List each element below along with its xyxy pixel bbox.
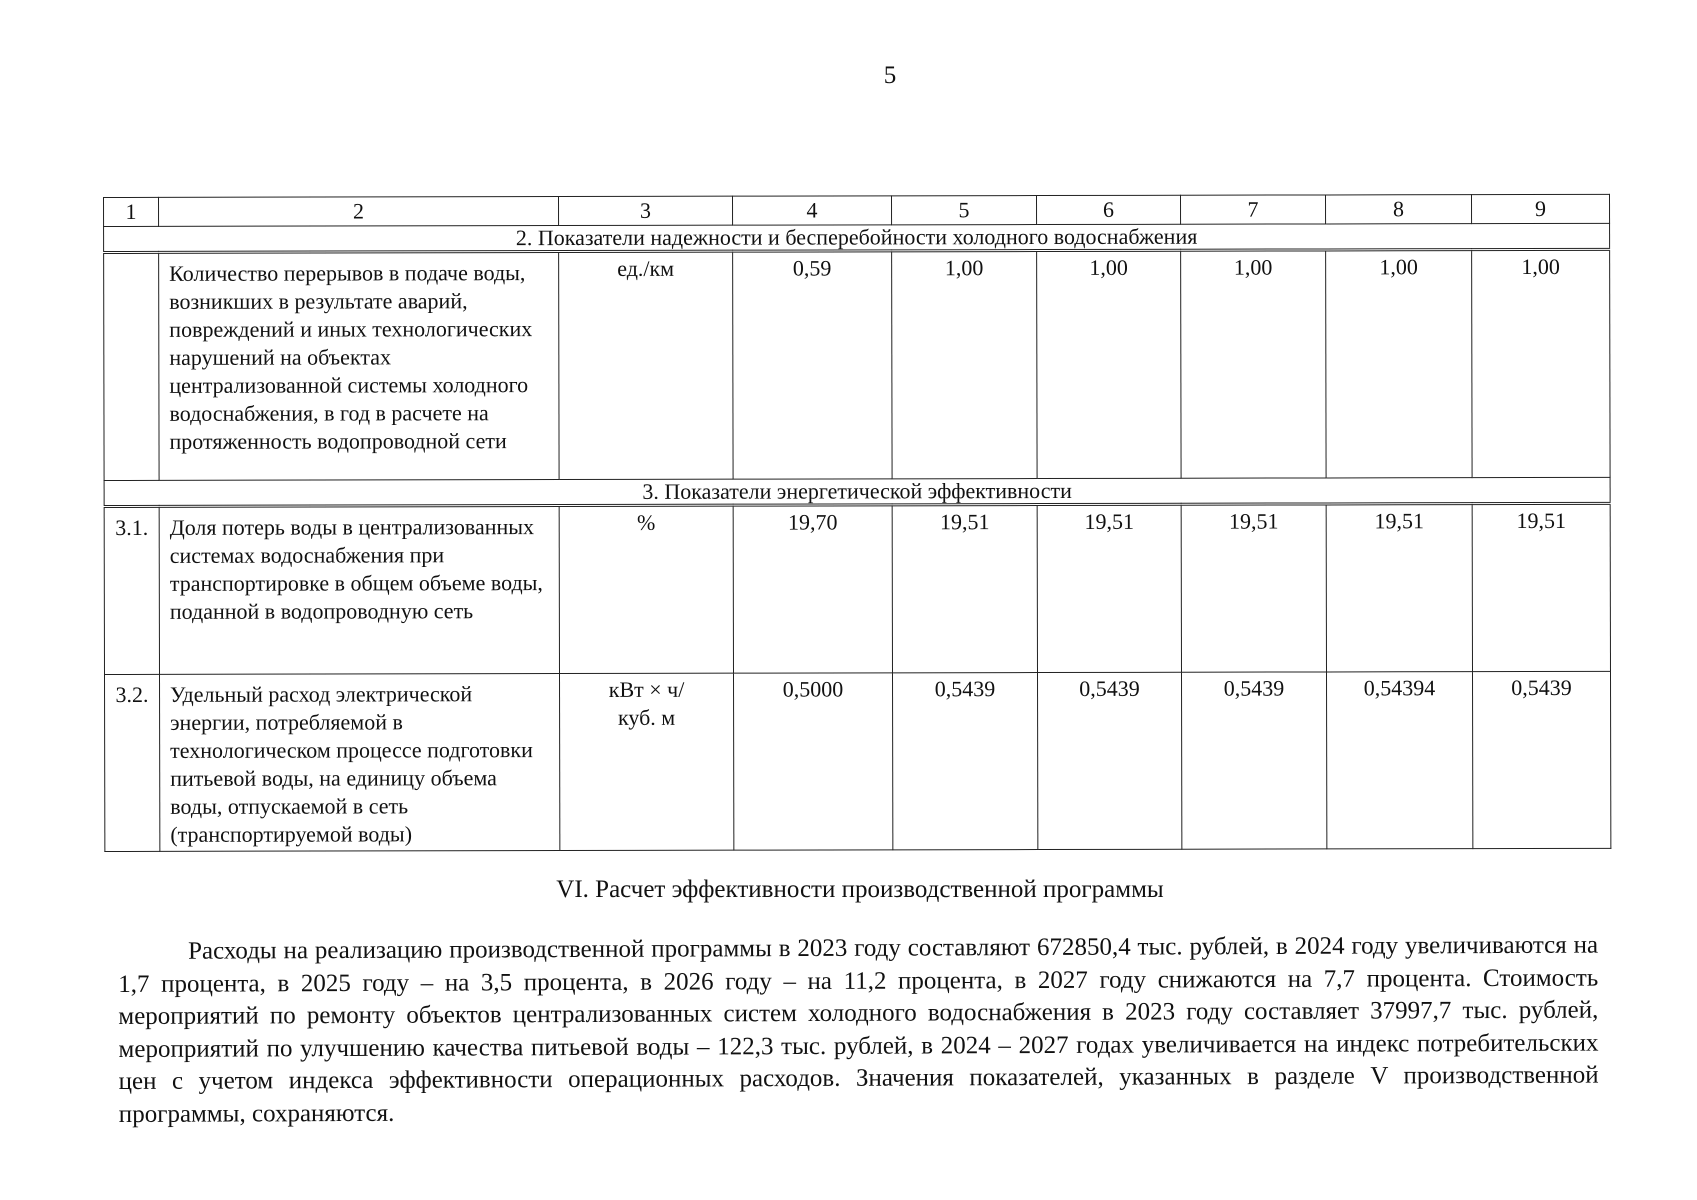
- value-cell: 1,00: [1037, 250, 1181, 478]
- column-header: 8: [1325, 195, 1471, 224]
- value-cell: 0,5439: [892, 673, 1037, 850]
- unit-line: куб. м: [617, 704, 676, 730]
- column-header: 6: [1036, 195, 1180, 224]
- table-section-row: [104, 223, 1610, 252]
- unit-cell: [559, 673, 733, 850]
- unit-line: кВт × ч/: [608, 676, 685, 702]
- value-cell: 19,51: [892, 505, 1037, 673]
- value-cell: 0,5439: [1181, 672, 1326, 849]
- unit-cell: ед./км: [559, 251, 733, 479]
- value-cell: 1,00: [1472, 249, 1610, 477]
- section-vi-title: VI. Расчет эффективности производственной программы: [556, 876, 1164, 903]
- indicator-name: Удельный расход электрической энергии, потребляемой в технологическом процессе подготовки питьевой воды, на единицу объема воды, отпускаемой в сеть (транспортируемой воды): [159, 674, 559, 852]
- value-cell: 1,00: [892, 251, 1037, 479]
- column-header: 4: [732, 196, 891, 225]
- value-cell: 0,59: [733, 251, 892, 479]
- indicator-name: Количество перерывов в подаче воды, возникших в результате аварий, повреждений и иных технологических нарушений на объектах централизованной системы холодного водоснабжения, в год в расчете на протяженность водопроводной сети: [159, 252, 559, 481]
- section-2-title: 2. Показатели надежности и бесперебойности холодного водоснабжения: [104, 223, 1610, 252]
- indicator-name: Доля потерь воды в централизованных системах водоснабжения при транспортировке в общем объеме воды, поданной в водопроводную сеть: [159, 506, 559, 675]
- row-number: 3.1.: [104, 506, 159, 674]
- table-header-row: [104, 194, 1610, 226]
- value-cell: 0,5000: [733, 673, 892, 850]
- column-header: 3: [559, 196, 733, 225]
- value-cell: 19,51: [1326, 504, 1472, 672]
- row-number: [104, 252, 159, 480]
- column-header: 7: [1180, 195, 1325, 224]
- column-header: 2: [159, 197, 559, 227]
- body-paragraph: Расходы на реализацию производственной программы в 2023 году составляют 672850,4 тыс. рублей, в 2024 году увеличиваются на 1,7 процента, в 2025 году – на 3,5 процента, в 2026 году – на 11,2 процента, в 2027 году снижаются на 7,7 процента. Стоимость мероприятий по ремонту объектов централизованных систем холодного водоснабжения в 2023 году составляет 37997,7 тыс. рублей, мероприятий по улучшению качества питьевой воды – 122,3 тыс. рублей, в 2024 – 2027 годах увеличивается на индекс потребительских цен с учетом индекса эффективности операционных расходов. Значения показателей, указанных в разделе V производственной программы, сохраняются.: [118, 931, 1599, 1128]
- column-header: 9: [1471, 194, 1609, 223]
- value-cell: 19,51: [1037, 504, 1181, 672]
- value-cell: 0,54394: [1326, 672, 1472, 849]
- table-row: [105, 671, 1611, 851]
- column-header: 5: [891, 196, 1036, 225]
- value-cell: 0,5439: [1472, 671, 1610, 848]
- value-cell: 1,00: [1326, 250, 1472, 478]
- value-cell: 19,51: [1472, 503, 1610, 671]
- value-cell: 19,51: [1181, 504, 1326, 672]
- unit-cell: %: [559, 505, 733, 673]
- value-cell: 19,70: [733, 505, 892, 673]
- indicators-table: [103, 194, 1611, 852]
- table-row: [104, 249, 1610, 480]
- table-section-row: [104, 477, 1610, 506]
- value-cell: 0,5439: [1037, 672, 1181, 849]
- row-number: 3.2.: [105, 674, 160, 851]
- column-header: 1: [104, 197, 159, 226]
- table-row: [104, 503, 1610, 674]
- page-number: 5: [883, 62, 897, 89]
- value-cell: 1,00: [1181, 250, 1326, 478]
- section-3-title: 3. Показатели энергетической эффективности: [104, 477, 1610, 506]
